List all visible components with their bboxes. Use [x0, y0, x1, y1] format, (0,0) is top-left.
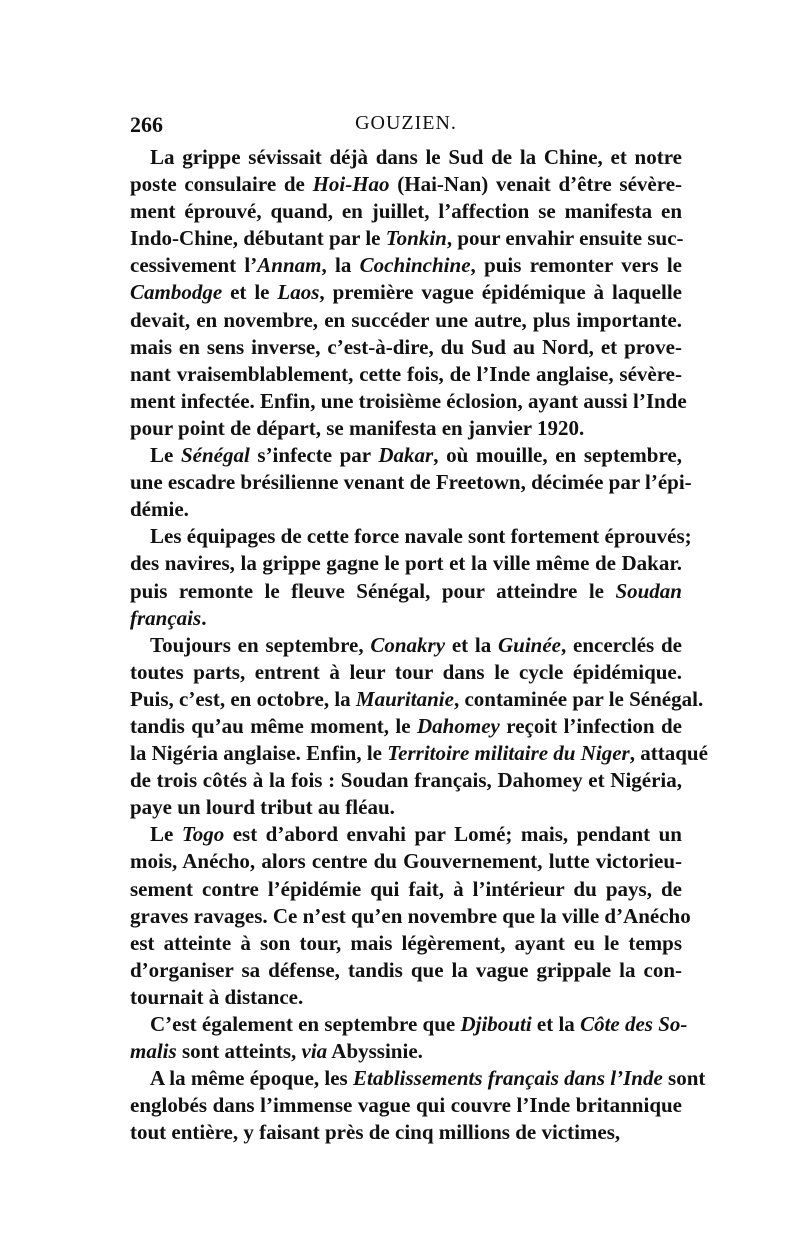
italic-run: Dahomey: [417, 713, 500, 738]
text-run: sont atteints,: [176, 1039, 302, 1064]
text-line: [130, 686, 704, 713]
paragraph: [130, 442, 692, 523]
page-number: 266: [130, 112, 163, 137]
text-run: toutes parts, entrent à leur tour dans le cycle épidémique.: [130, 659, 682, 684]
italic-run: Cambodge: [130, 280, 223, 305]
italic-run: Djibouti: [460, 1012, 532, 1036]
text-run: , pour envahir ensuite suc-: [446, 226, 684, 251]
text-run: Le: [150, 443, 181, 468]
text-line: [130, 957, 682, 984]
text-run: nant vraisemblablement, cette fois, de l’Inde anglaise, sévère-: [130, 361, 682, 386]
text-run: (Hai-Nan) venait d’être sévère-: [389, 172, 683, 197]
text-line: [130, 930, 682, 957]
text-run: mois, Anécho, alors centre du Gouvernement, lutte victorieu-: [130, 849, 682, 874]
text-line: [130, 442, 682, 469]
text-line: [130, 550, 682, 577]
text-run: poste consulaire de: [130, 172, 313, 197]
italic-run: Conakry: [370, 632, 446, 657]
text-run: cessivement l’: [130, 253, 258, 278]
text-run: , la: [321, 253, 360, 278]
text-run: , encerclés de: [560, 632, 682, 657]
italic-run: Laos: [277, 280, 320, 305]
text-line: [130, 144, 682, 171]
italic-run: malis: [130, 1039, 177, 1064]
text-run: sement contre l’épidémie qui fait, à l’intérieur du pays, de: [130, 876, 682, 901]
text-line: [130, 767, 682, 794]
italic-run: via: [301, 1039, 328, 1064]
italic-run: Sénégal: [180, 443, 250, 468]
text-run: mais en sens inverse, c’est-à-dire, du Sud au Nord, et prove-: [130, 334, 682, 359]
paragraph: [130, 1065, 706, 1146]
text-run: pour point de départ, se manifesta en janvier 1920.: [130, 415, 585, 440]
text-run: , contaminée par le Sénégal.: [453, 686, 704, 711]
text-run: et la: [445, 632, 498, 657]
paragraph: [130, 821, 691, 1011]
text-run: , où mouille, en septembre,: [433, 443, 682, 468]
italic-run: Annam: [257, 253, 322, 278]
text-line: [130, 361, 682, 388]
text-run: Abyssinie.: [327, 1039, 423, 1064]
text-run: est d’abord envahi par Lomé; mais, pendant un: [224, 822, 682, 847]
italic-run: Soudan: [615, 578, 682, 603]
text-line: [130, 171, 682, 198]
text-run: reçoit l’infection de: [499, 713, 682, 738]
text-line: [130, 740, 708, 767]
text-run: puis remonte le fleuve Sénégal, pour atteindre le: [130, 578, 616, 603]
text-line: [130, 198, 682, 225]
text-line: [130, 713, 682, 740]
paragraph: [130, 632, 708, 822]
text-run: démie.: [130, 497, 189, 522]
text-line: [130, 876, 682, 903]
text-run: de trois côtés à la fois : Soudan français, Dahomey et Nigéria,: [130, 768, 682, 793]
italic-run: Territoire militaire du Niger: [387, 741, 630, 766]
text-run: et la: [531, 1012, 581, 1036]
italic-run: Côte des So-: [580, 1012, 688, 1036]
text-run: Indo-Chine, débutant par le: [130, 226, 386, 251]
text-run: des navires, la grippe gagne le port et la ville même de Dakar.: [130, 551, 682, 576]
text-line: [130, 578, 682, 605]
page-header: [130, 112, 682, 142]
paragraph: [130, 1011, 688, 1065]
text-line: [130, 225, 682, 252]
text-line: [130, 279, 682, 306]
text-line: [130, 1038, 682, 1065]
text-run: , première vague épidémique à laquelle: [319, 280, 682, 305]
text-line: [130, 794, 682, 821]
text-run: tout entière, y faisant près de cinq millions de victimes,: [130, 1120, 621, 1145]
italic-run: Etablissements français dans l’Inde: [352, 1066, 663, 1091]
italic-run: Cochinchine: [359, 253, 471, 278]
text-run: d’organiser sa défense, tandis que la vague grippale la con-: [130, 957, 682, 982]
text-line: [130, 1065, 706, 1092]
text-line: [130, 1092, 682, 1119]
text-run: la Nigéria anglaise. Enfin, le: [130, 741, 388, 766]
text-run: Puis, c’est, en octobre, la: [130, 686, 356, 711]
text-line: [130, 496, 682, 523]
text-line: [130, 821, 682, 848]
text-run: devait, en novembre, en succéder une autre, plus importante.: [130, 307, 682, 332]
text-line: [130, 848, 682, 875]
italic-run: Mauritanie: [355, 686, 454, 711]
text-run: et le: [222, 280, 278, 305]
paragraph: [130, 523, 692, 631]
text-line: [130, 252, 682, 279]
text-run: .: [201, 605, 207, 630]
text-line: [130, 388, 687, 415]
text-line: [130, 984, 682, 1011]
text-run: C’est également en septembre que: [150, 1012, 461, 1036]
body-text: [130, 144, 708, 1146]
text-run: Le: [150, 822, 182, 847]
text-line: [130, 632, 682, 659]
italic-run: Dakar: [378, 443, 434, 468]
italic-run: Guinée: [497, 632, 561, 657]
text-line: [130, 334, 682, 361]
text-line: [130, 605, 682, 632]
text-run: tournait à distance.: [130, 984, 304, 1009]
text-line: [130, 523, 692, 550]
text-run: une escadre brésilienne venant de Freetown, décimée par l’épi-: [130, 470, 692, 495]
text-run: Toujours en septembre,: [150, 632, 371, 657]
text-run: graves ravages. Ce n’est qu’en novembre que la ville d’Anécho: [130, 903, 691, 928]
text-run: englobés dans l’immense vague qui couvre l’Inde britannique: [130, 1093, 682, 1118]
text-line: [130, 903, 691, 930]
paragraph: [130, 144, 687, 442]
italic-run: Hoi-Hao: [312, 172, 390, 197]
text-line: [130, 307, 682, 334]
text-run: sont: [662, 1066, 706, 1091]
running-title: GOUZIEN.: [355, 112, 457, 134]
text-run: La grippe sévissait déjà dans le Sud de la Chine, et notre: [150, 145, 682, 169]
italic-run: Togo: [181, 822, 225, 847]
italic-run: Tonkin: [385, 226, 447, 251]
text-run: , attaqué: [629, 741, 708, 766]
italic-run: français: [130, 605, 202, 630]
text-line: [130, 659, 682, 686]
text-line: [130, 415, 682, 442]
text-run: paye un lourd tribut au fléau.: [130, 795, 395, 820]
text-run: ment infectée. Enfin, une troisième éclosion, ayant aussi l’Inde: [130, 388, 687, 413]
text-run: s’infecte par: [249, 443, 379, 468]
text-run: ment éprouvé, quand, en juillet, l’affection se manifesta en: [130, 199, 682, 224]
text-run: Les équipages de cette force navale sont fortement éprouvés;: [150, 524, 692, 549]
text-line: [130, 469, 692, 496]
text-run: est atteinte à son tour, mais légèrement, ayant eu le temps: [130, 930, 682, 955]
text-run: A la même époque, les: [150, 1066, 353, 1091]
text-run: , puis remonter vers le: [470, 253, 682, 278]
text-run: tandis qu’au même moment, le: [130, 713, 418, 738]
text-line: [130, 1119, 682, 1146]
text-line: [130, 1011, 688, 1038]
